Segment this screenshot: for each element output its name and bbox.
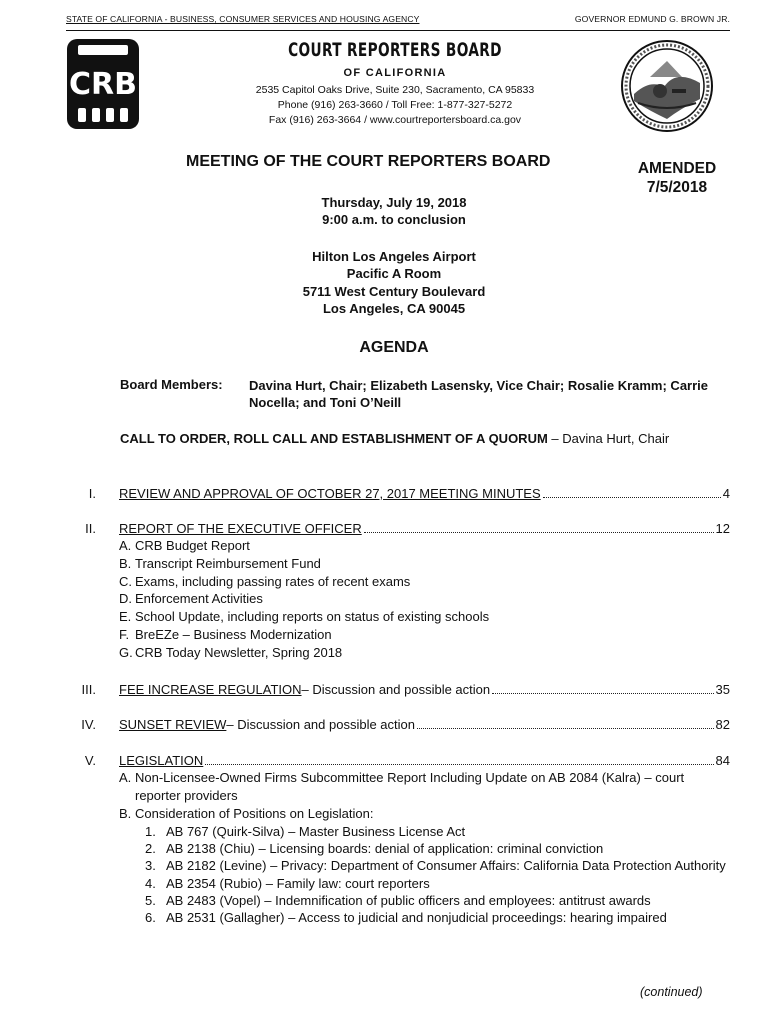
list-item xyxy=(119,805,729,823)
call-to-order-presenter: – Davina Hurt, Chair xyxy=(547,431,670,446)
item-page: 4 xyxy=(722,486,730,501)
meeting-city: Los Angeles, CA 90045 xyxy=(322,301,466,316)
meeting-time: 9:00 a.m. to conclusion xyxy=(322,212,466,227)
meeting-venue: Hilton Los Angeles Airport xyxy=(312,249,476,264)
list-text: AB 2354 (Rubio) – Family law: court reporters xyxy=(166,875,430,891)
list-key: 4. xyxy=(145,875,156,891)
leader-dots xyxy=(417,717,714,729)
list-key: 6. xyxy=(145,910,156,926)
meeting-date: Thursday, July 19, 2018 xyxy=(321,195,467,210)
item-title: SUNSET REVIEW xyxy=(119,717,227,732)
list-text: Non-Licensee-Owned Firms Subcommittee Report Including Update on AB 2084 (Kalra) – court reporter providers xyxy=(135,770,685,803)
list-item xyxy=(119,608,739,626)
list-key: 1. xyxy=(145,824,156,839)
legislation-subitems xyxy=(119,769,729,822)
meeting-title: MEETING OF THE COURT REPORTERS BOARD xyxy=(186,153,551,170)
item-title: REVIEW AND APPROVAL OF OCTOBER 27, 2017 MEETING MINUTES xyxy=(119,486,541,501)
list-key: B. xyxy=(119,805,132,821)
list-item xyxy=(119,769,729,805)
item-page: 35 xyxy=(715,682,730,697)
leader-dots xyxy=(364,521,714,533)
list-key: 2. xyxy=(145,841,156,857)
list-text: AB 2531 (Gallagher) – Access to judicial and nonjudicial proceedings: hearing impaired xyxy=(166,910,667,926)
list-text: BreEZe – Business Modernization xyxy=(135,626,332,642)
list-key: F. xyxy=(119,626,130,642)
list-key: 5. xyxy=(145,892,156,908)
logo-text: CRB xyxy=(69,67,137,102)
item-number: IV. xyxy=(81,717,96,732)
board-members-label: Board Members: xyxy=(120,377,223,392)
item-number: II. xyxy=(85,521,96,536)
list-item xyxy=(141,909,737,926)
list-item xyxy=(141,892,737,909)
list-text: School Update, including reports on status of existing schools xyxy=(135,609,490,625)
header-rule xyxy=(66,30,730,31)
list-item xyxy=(141,840,737,857)
legislation-bills xyxy=(141,823,737,926)
list-item xyxy=(119,537,739,555)
amended-label: AMENDED xyxy=(637,160,717,177)
list-text: AB 2483 (Vopel) – Indemnification of public officers and employees: antitrust awards xyxy=(166,892,651,908)
exec-officer-subitems xyxy=(119,537,739,662)
list-text: Consideration of Positions on Legislation: xyxy=(135,805,374,821)
item-title: REPORT OF THE EXECUTIVE OFFICER xyxy=(119,521,362,536)
list-text: AB 767 (Quirk-Silva) – Master Business License Act xyxy=(166,824,466,839)
board-address: 2535 Capitol Oaks Drive, Suite 230, Sacramento, CA 95833 xyxy=(255,84,535,96)
item-title: LEGISLATION xyxy=(119,753,204,768)
list-key: B. xyxy=(119,555,132,571)
item-number: III. xyxy=(81,682,96,697)
list-text: CRB Today Newsletter, Spring 2018 xyxy=(135,644,343,660)
board-fax: Fax (916) 263-3664 / www.courtreportersboard.ca.gov xyxy=(268,114,522,126)
list-key: 3. xyxy=(145,858,156,874)
board-phone: Phone (916) 263-3660 / Toll Free: 1-877-327-5272 xyxy=(277,99,513,111)
list-item xyxy=(119,626,739,644)
item-number: I. xyxy=(88,486,96,501)
agency-line: STATE OF CALIFORNIA - BUSINESS, CONSUMER SERVICES AND HOUSING AGENCY xyxy=(66,14,420,24)
leader-dots xyxy=(492,682,713,694)
list-item xyxy=(141,823,737,840)
amended-block xyxy=(632,159,722,197)
list-item xyxy=(119,644,739,662)
list-item xyxy=(141,875,737,892)
california-seal-icon xyxy=(620,39,714,133)
list-key: D. xyxy=(119,591,132,607)
meeting-room: Pacific A Room xyxy=(346,266,442,281)
item-page: 84 xyxy=(715,753,730,768)
continued-note: (continued) xyxy=(640,985,703,999)
item-page: 82 xyxy=(715,717,730,732)
item-desc: – Discussion and possible action xyxy=(301,682,491,697)
list-item xyxy=(141,857,737,874)
agenda-heading: AGENDA xyxy=(359,339,429,356)
list-key: A. xyxy=(119,538,132,553)
list-item xyxy=(119,573,739,591)
board-subtitle: OF CALIFORNIA xyxy=(343,67,447,79)
list-item xyxy=(119,555,739,573)
crb-logo xyxy=(66,38,140,130)
item-page: 12 xyxy=(715,521,730,536)
list-text: CRB Budget Report xyxy=(135,538,250,553)
list-text: AB 2138 (Chiu) – Licensing boards: denial of application: criminal conviction xyxy=(166,841,604,857)
board-name: COURT REPORTERS BOARD xyxy=(288,39,502,61)
item-number: V. xyxy=(84,753,96,768)
list-text: Exams, including passing rates of recent exams xyxy=(135,573,411,589)
governor-line: GOVERNOR EDMUND G. BROWN JR. xyxy=(574,14,730,24)
item-title: FEE INCREASE REGULATION xyxy=(119,682,302,697)
amended-date: 7/5/2018 xyxy=(646,179,708,196)
list-key: C. xyxy=(119,573,132,589)
list-text: Transcript Reimbursement Fund xyxy=(135,555,321,571)
leader-dots xyxy=(543,486,721,498)
leader-dots xyxy=(205,753,713,765)
list-key: A. xyxy=(119,770,132,785)
meeting-street: 5711 West Century Boulevard xyxy=(302,284,486,299)
list-text: AB 2182 (Levine) – Privacy: Department of Consumer Affairs: California Data Protection Authority xyxy=(166,858,726,874)
call-to-order-title: CALL TO ORDER, ROLL CALL AND ESTABLISHMENT OF A QUORUM xyxy=(120,431,548,446)
list-key: E. xyxy=(119,609,132,625)
list-item xyxy=(119,590,739,608)
call-to-order xyxy=(120,430,730,447)
board-members-list: Davina Hurt, Chair; Elizabeth Lasensky, Vice Chair; Rosalie Kramm; Carrie Nocella; and Toni O’Neill xyxy=(249,378,709,410)
list-text: Enforcement Activities xyxy=(135,591,263,607)
item-desc: – Discussion and possible action xyxy=(226,717,415,732)
list-key: G. xyxy=(119,644,133,660)
